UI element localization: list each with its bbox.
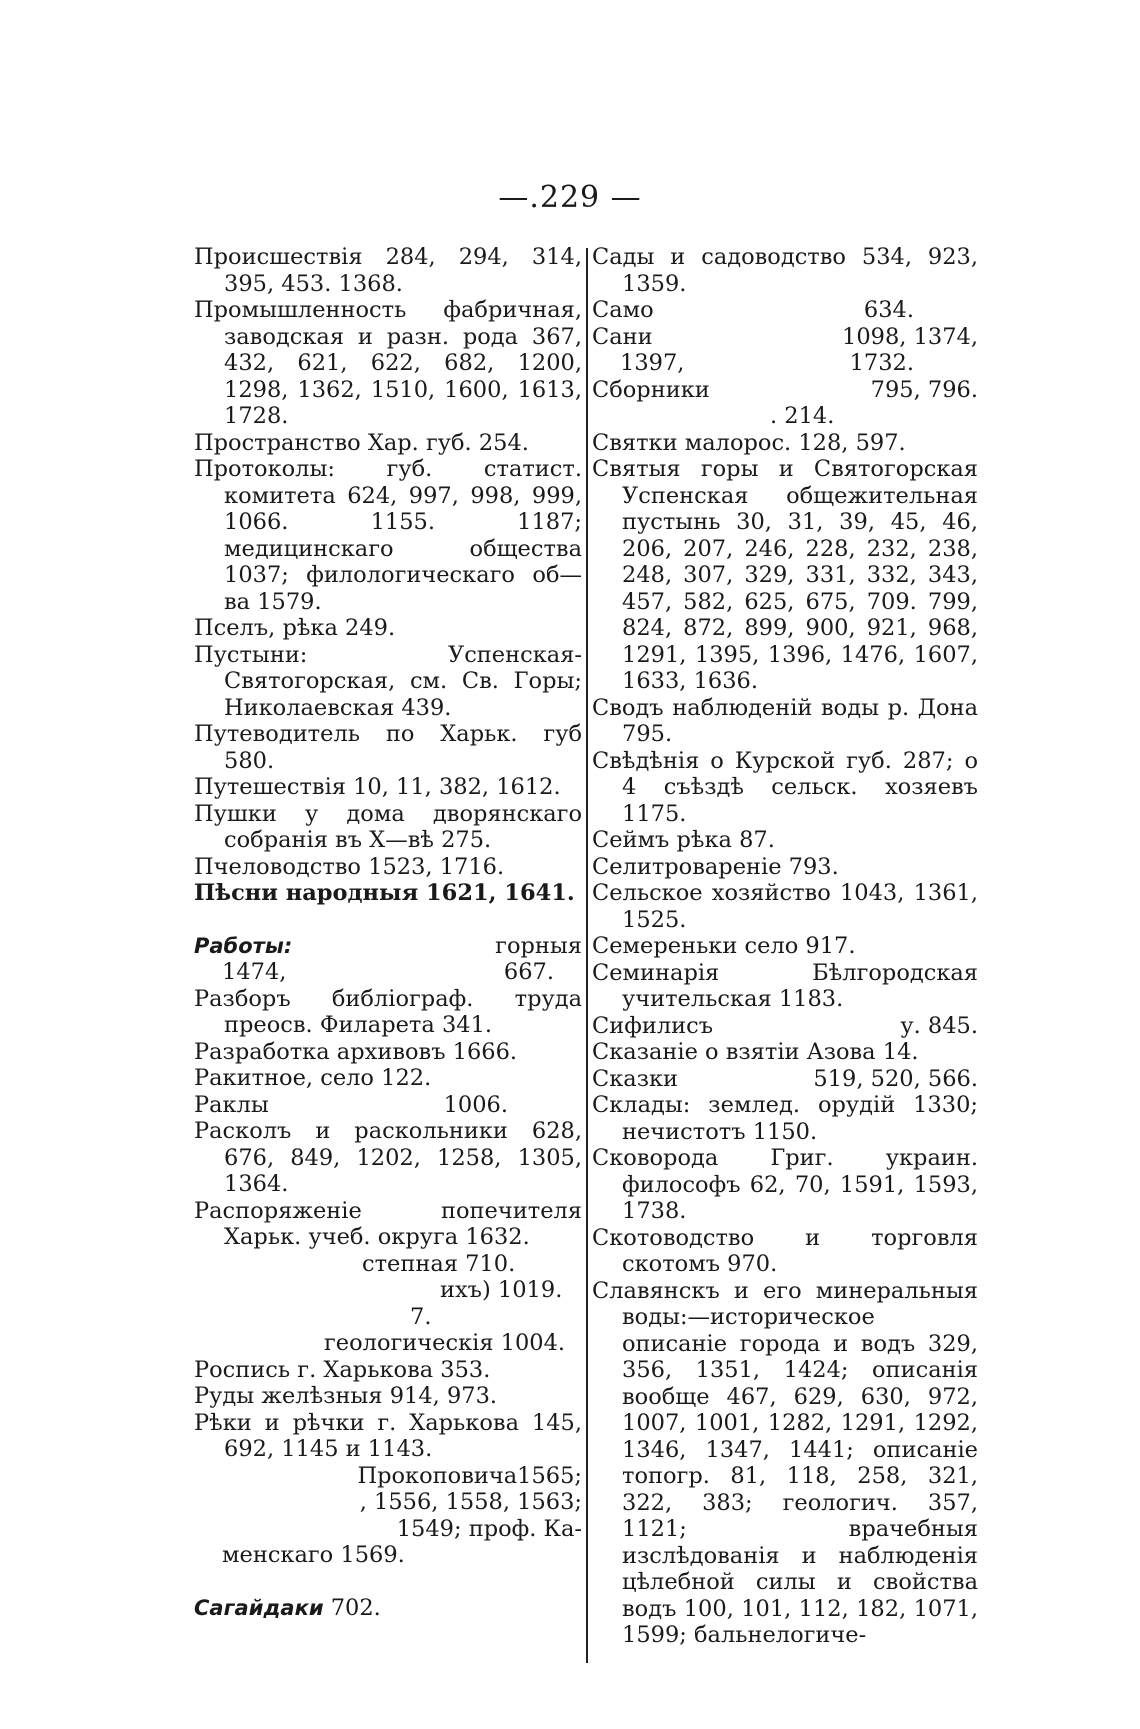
index-entry: Пчеловодство 1523, 1716. <box>194 853 505 880</box>
index-entry: 7. <box>410 1303 432 1330</box>
index-entry: Сельское хозяйство 1043, 1361, 1525. <box>592 880 978 933</box>
index-entry: геологическія 1004. <box>324 1330 566 1356</box>
page-number: —.229 — <box>498 180 642 215</box>
spacer <box>194 1569 582 1595</box>
index-entry <box>592 297 978 324</box>
index-entry <box>194 959 582 986</box>
entry-text: 667. <box>503 959 554 985</box>
index-entry: Происшествія 284, 294, 314, 395, 453. 1368. <box>194 244 582 297</box>
index-entry: Свѣдѣнія о Курской губ. 287; о 4 съѣздѣ сельск. хозяевъ 1175. <box>592 747 978 827</box>
index-entry: Протоколы: губ. статист. комитета 624, 997, 998, 999, 1066. 1155. 1187; медицинскаго общества 1037; филологическаго об—ва 1579. <box>194 456 582 615</box>
index-entry: Святыя горы и Святогорская Успенская общежительная пустынь 30, 31, 39, 45, 46, 206, 207, 246, 228, 232, 238, 248, 307, 329, 331, 332, 343, 457, 582, 625, 675, 709. 799, 824, 872, 899, 900, 921, 968, 1291, 1395, 1396, 1476, 1607, 1633, 1636. <box>592 456 978 694</box>
index-entry: Сковорода Григ. украин. философъ 62, 70, 1591, 1593, 1738. <box>592 1145 978 1224</box>
index-entry: Руды желѣзныя 914, 973. <box>194 1383 498 1409</box>
index-entry <box>592 1066 978 1093</box>
index-entry: Роспись г. Харькова 353. <box>194 1356 491 1383</box>
index-entry: Распоряженіе попечителя Харьк. учеб. округа 1632. <box>194 1197 582 1250</box>
index-entry: Пселъ, рѣка 249. <box>194 615 396 641</box>
entry-text: 1006. <box>443 1091 508 1118</box>
section-label: Сагайдаки <box>194 1595 324 1620</box>
index-entry: Скотоводство и торговля скотомъ 970. <box>592 1224 978 1277</box>
index-entry <box>592 1013 978 1040</box>
entry-text: 1397, <box>620 350 685 376</box>
index-entry: Святки малорос. 128, 597. <box>592 429 906 456</box>
right-column <box>592 244 978 1649</box>
entry-text: 1732. <box>849 350 914 376</box>
index-entry: Пѣсни народныя 1621, 1641. <box>194 880 575 906</box>
index-entry: Разработка архивовъ 1666. <box>194 1038 518 1065</box>
index-entry: Склады: землед. орудій 1330; нечистотъ 1150. <box>592 1092 978 1145</box>
index-entry: Сады и садоводство 534, 923, 1359. <box>592 244 978 297</box>
index-entry: Пространство Хар. губ. 254. <box>194 429 529 456</box>
entry-text: Сани <box>592 323 653 350</box>
index-entry: Сеймъ рѣка 87. <box>592 827 775 853</box>
index-entry: Ракитное, село 122. <box>194 1065 432 1091</box>
index-entry: Разборъ библіограф. труда преосв. Филарета 341. <box>194 985 582 1038</box>
entry-text: 795, 796. <box>870 376 978 403</box>
entry-text: Само <box>592 297 654 323</box>
entry-text: 702. <box>330 1594 381 1621</box>
index-entry <box>592 350 978 377</box>
index-entry-sagaidaki <box>194 1595 582 1622</box>
entry-text: Раклы <box>194 1091 269 1118</box>
index-entry: Сказаніе о взятіи Азова 14. <box>592 1039 919 1065</box>
index-entry: Пустыни: Успенская-Святогорская, см. Св. Горы; Николаевская 439. <box>194 641 582 721</box>
index-entry: Семинарія Бѣлгородская учительская 1183. <box>592 959 978 1012</box>
entry-text: Сифилисъ <box>592 1012 714 1039</box>
entry-text: 1098, 1374, <box>842 323 978 350</box>
index-entry: Сводъ наблюденій воды р. Дона 795. <box>592 694 978 747</box>
entry-text: Сказки <box>592 1065 679 1092</box>
entry-text: 634. <box>863 297 914 323</box>
entry-text: у. 845. <box>900 1012 978 1039</box>
entry-text: горныя <box>495 932 582 959</box>
index-entry: ихъ) 1019. <box>440 1277 563 1303</box>
index-entry: , 1556, 1558, 1563; <box>359 1489 582 1515</box>
spacer <box>194 907 582 933</box>
index-entry: Промышленность фабричная, заводская и разн. рода 367, 432, 621, 622, 682, 1200, 1298, 1362, 1510, 1600, 1613, 1728. <box>194 297 582 429</box>
index-entry: менскаго 1569. <box>222 1542 405 1568</box>
index-entry <box>194 1092 582 1119</box>
index-entry <box>592 324 978 351</box>
index-entry: Путешествія 10, 11, 382, 1612. <box>194 774 561 800</box>
index-entry: Славянскъ и его минеральныя воды:—историческое описаніе города и водъ 329, 356, 1351, 1424; описанія вообще 467, 629, 630, 972, 1007, 1001, 1282, 1291, 1292, 1346, 1347, 1441; описаніе топогр. 81, 118, 258, 321, 322, 383; геологич. 357, 1121; врачебныя изслѣдованія и наблюденія цѣлебной силы и свойства водъ 100, 101, 112, 182, 1071, 1599; бальнелогиче- <box>592 1277 978 1648</box>
section-label: Работы: <box>194 933 293 958</box>
column-divider <box>586 248 588 1663</box>
entry-text: 1474, <box>222 959 287 985</box>
index-entry: Расколъ и раскольники 628, 676, 849, 1202, 1258, 1305, 1364. <box>194 1118 582 1197</box>
index-entry: Селитровареніе 793. <box>592 853 839 880</box>
index-entry: степная 710. <box>362 1250 516 1277</box>
index-entry: Путеводитель по Харьк. губ 580. <box>194 721 582 774</box>
index-entry-raboty <box>194 933 582 960</box>
entry-text: Сборники <box>592 376 710 403</box>
index-entry: Семереньки село 917. <box>592 933 856 959</box>
index-entry: 1549; проф. Ка- <box>396 1515 582 1542</box>
entry-text: 519, 520, 566. <box>813 1065 978 1092</box>
index-entry: Рѣки и рѣчки г. Харькова 145, 692, 1145 и 1143. <box>194 1409 582 1462</box>
index-entry: . 214. <box>770 403 835 429</box>
index-entry <box>592 377 978 404</box>
left-column <box>194 244 582 1621</box>
index-entry: Прокоповича1565; <box>357 1462 582 1489</box>
index-entry: Пушки у дома дворянскаго собранія въ Х—вѣ 275. <box>194 800 582 853</box>
